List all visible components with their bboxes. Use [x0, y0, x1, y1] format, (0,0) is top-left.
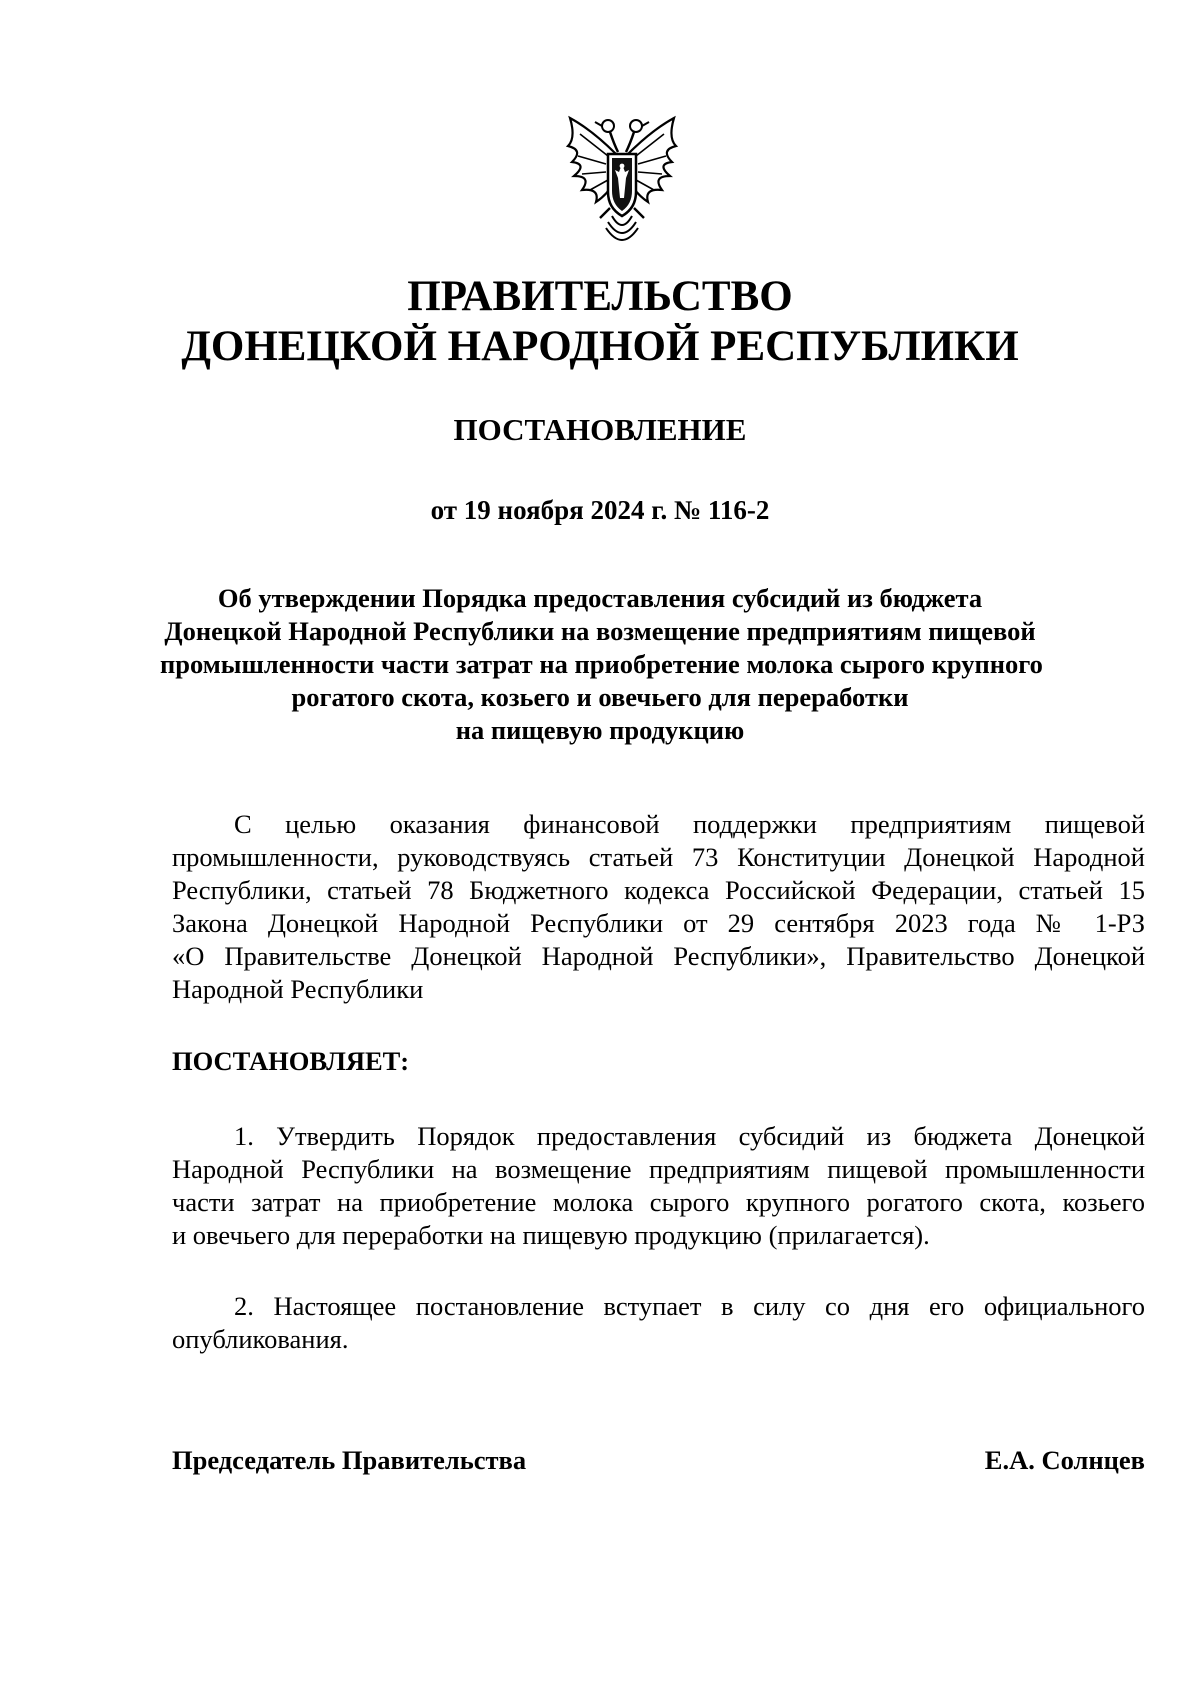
preamble-line: Республики, статьей 78 Бюджетного кодекса Российской Федерации, статьей 15 — [172, 875, 1145, 905]
resolution-item-1 — [172, 1120, 1145, 1252]
preamble-line: Народной Республики — [172, 974, 424, 1004]
subject-line: промышленности части затрат на приобретение молока сырого крупного — [160, 649, 1043, 679]
signatory-position: Председатель Правительства — [172, 1445, 527, 1475]
preamble-paragraph — [172, 808, 1145, 1006]
preamble-line: Закона Донецкой Народной Республики от 29 сентября 2023 года № 1-РЗ — [172, 908, 1145, 938]
item-line: части затрат на приобретение молока сырого крупного рогатого скота, козьего — [172, 1187, 1145, 1217]
subject-line: на пищевую продукцию — [455, 715, 745, 745]
organization-title-line1: ПРАВИТЕЛЬСТВО — [407, 273, 793, 320]
subject-line: Донецкой Народной Республики на возмещение предприятиям пищевой — [164, 616, 1036, 646]
item-line: 2. Настоящее постановление вступает в силу со дня его официального — [234, 1291, 1145, 1321]
item-line: и овечьего для переработки на пищевую продукцию (прилагается). — [172, 1220, 930, 1250]
document-type: ПОСТАНОВЛЕНИЕ — [453, 412, 747, 447]
preamble-line: С целью оказания финансовой поддержки предприятиям пищевой — [234, 809, 1145, 839]
item-line: Народной Республики на возмещение предприятиям пищевой промышленности — [172, 1154, 1145, 1184]
document-date-number: от 19 ноября 2024 г. № 116-2 — [430, 495, 770, 525]
signatory-name: Е.А. Солнцев — [984, 1445, 1145, 1475]
subject-line: Об утверждении Порядка предоставления субсидий из бюджета — [217, 583, 983, 613]
item-line: опубликования. — [172, 1324, 349, 1354]
preamble-line: «О Правительстве Донецкой Народной Республики», Правительство Донецкой — [172, 941, 1145, 971]
organization-title-line2: ДОНЕЦКОЙ НАРОДНОЙ РЕСПУБЛИКИ — [181, 323, 1019, 370]
subject-line: рогатого скота, козьего и овечьего для переработки — [291, 682, 909, 712]
resolves-heading: ПОСТАНОВЛЯЕТ: — [172, 1046, 410, 1076]
dpr-coat-of-arms-icon — [562, 112, 682, 257]
document-subject — [160, 582, 1043, 747]
resolution-item-2 — [172, 1290, 1145, 1356]
preamble-line: промышленности, руководствуясь статьей 73 Конституции Донецкой Народной — [172, 842, 1145, 872]
item-line: 1. Утвердить Порядок предоставления субсидий из бюджета Донецкой — [234, 1121, 1145, 1151]
